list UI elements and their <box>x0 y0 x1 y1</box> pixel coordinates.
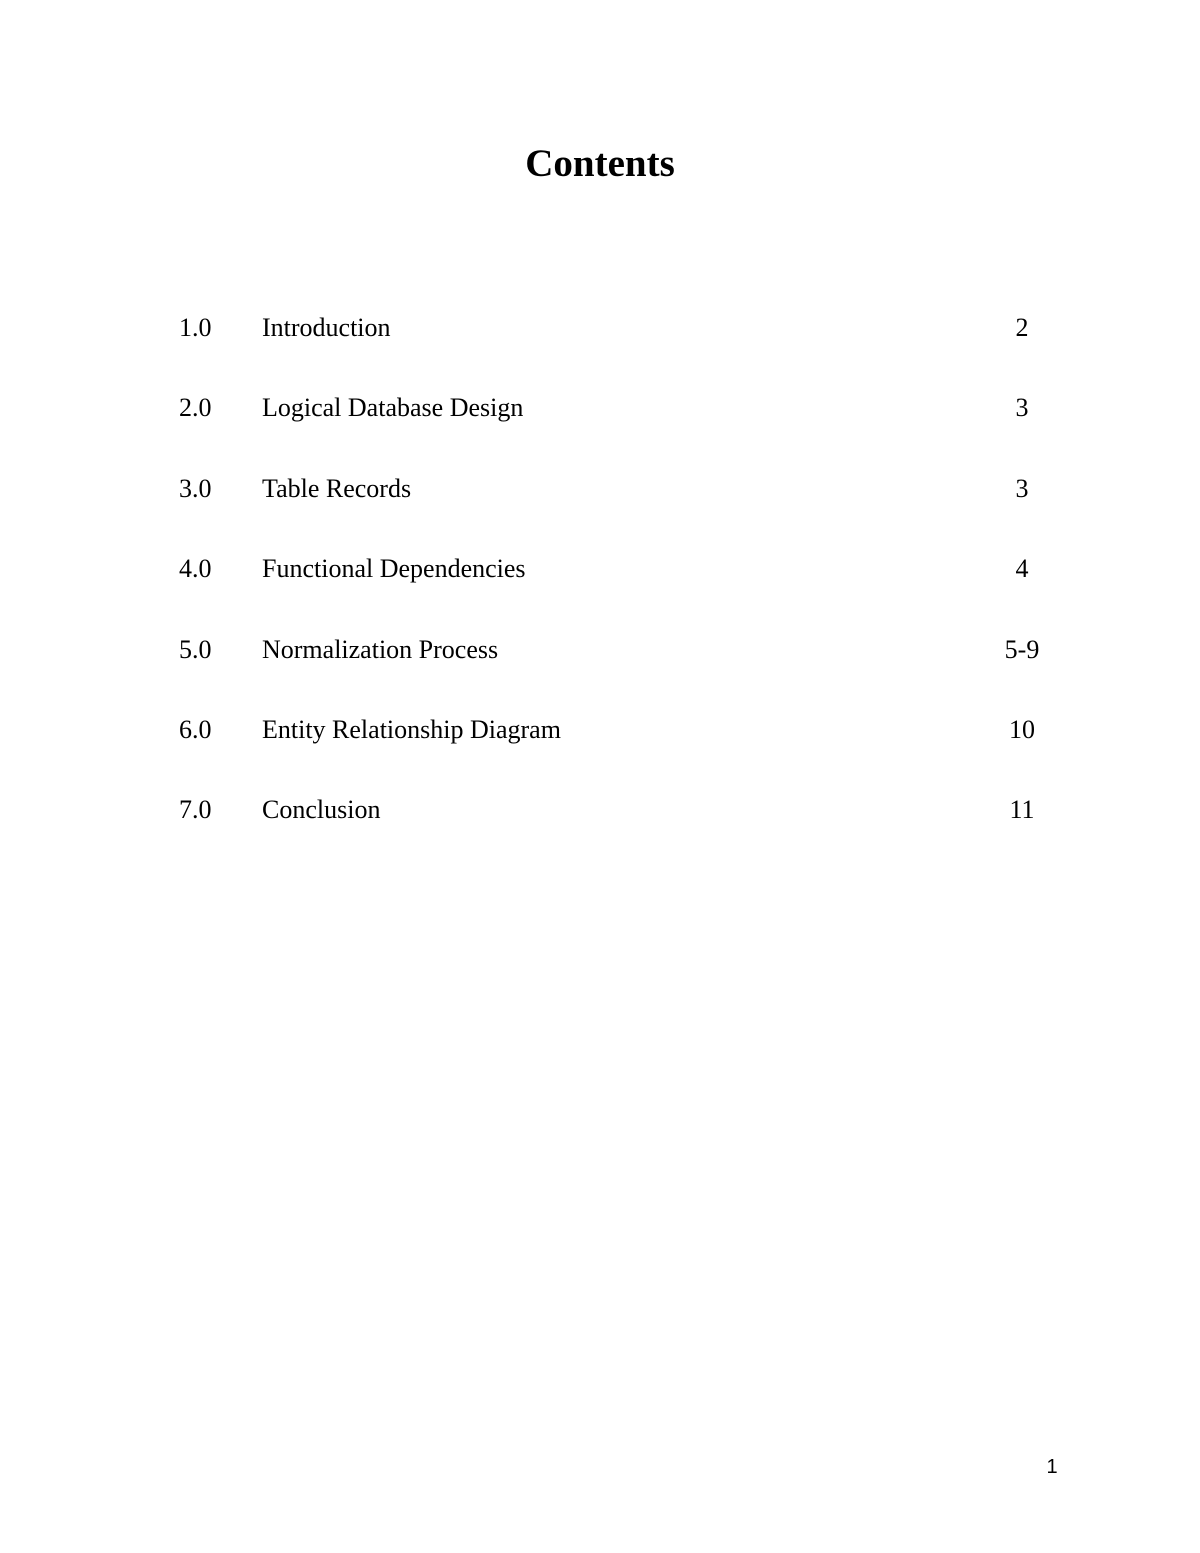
toc-entry-number: 3.0 <box>179 474 212 503</box>
toc-entry-title: Table Records <box>262 474 412 503</box>
toc-entry-introduction <box>0 308 1200 348</box>
page-title: Contents <box>525 142 675 185</box>
toc-entry-number: 6.0 <box>179 715 212 744</box>
toc-entry-table-records <box>0 469 1200 509</box>
toc-entry-normalization-process <box>0 630 1200 670</box>
toc-entry-title: Normalization Process <box>262 635 499 664</box>
toc-entry-number: 7.0 <box>179 795 212 824</box>
toc-entry-conclusion <box>0 790 1200 830</box>
toc-entry-page: 3 <box>1015 474 1029 503</box>
toc-entry-title: Introduction <box>262 313 391 342</box>
toc-entry-number: 1.0 <box>179 313 212 342</box>
toc-entry-title: Conclusion <box>262 795 381 824</box>
toc-entry-functional-dependencies <box>0 549 1200 589</box>
toc-entry-page: 2 <box>1015 313 1029 342</box>
toc-entry-page: 5-9 <box>1004 635 1040 664</box>
toc-entry-entity-relationship-diagram <box>0 710 1200 750</box>
page-number: 1 <box>1046 1456 1058 1478</box>
toc-entry-title: Entity Relationship Diagram <box>262 715 561 744</box>
toc-entry-title: Logical Database Design <box>262 393 524 422</box>
toc-entry-number: 5.0 <box>179 635 212 664</box>
toc-entry-logical-database-design <box>0 388 1200 428</box>
toc-entry-title: Functional Dependencies <box>262 554 526 583</box>
toc-entry-page: 4 <box>1015 554 1029 583</box>
toc-entry-page: 10 <box>1009 715 1035 744</box>
toc-entry-number: 2.0 <box>179 393 212 422</box>
toc-entry-page: 3 <box>1015 393 1029 422</box>
toc-entry-number: 4.0 <box>179 554 212 583</box>
toc-entry-page: 11 <box>1009 795 1035 824</box>
